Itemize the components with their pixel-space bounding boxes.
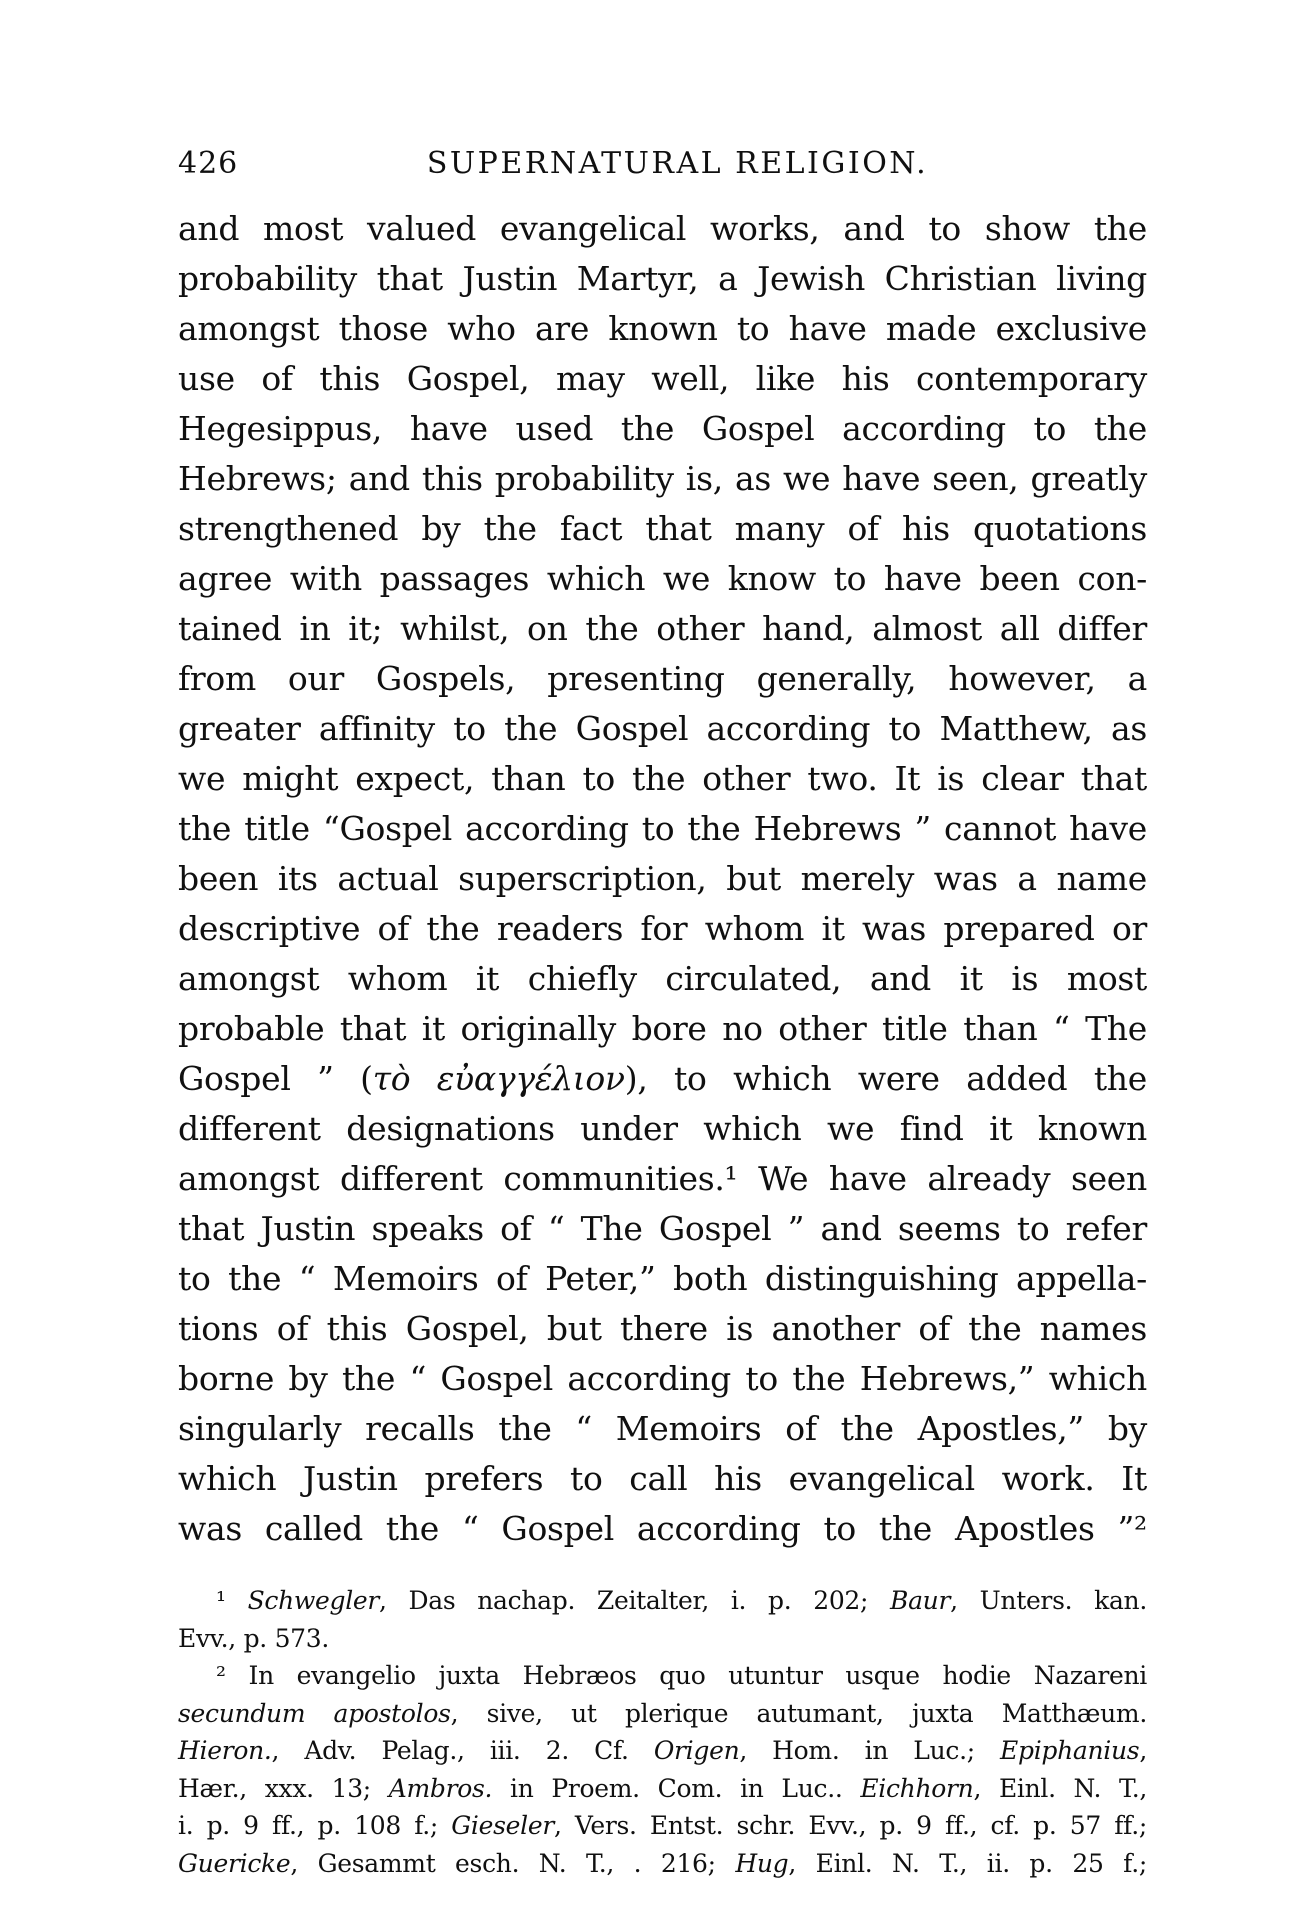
footnote-line [178, 1695, 1147, 1733]
text-segment: Hieron. [178, 1736, 272, 1765]
text-segment: Epiphanius [1000, 1736, 1140, 1765]
body-text-line [178, 554, 1147, 604]
text-segment: greater affinity to the Gospel according to Matthew, as [178, 709, 1147, 748]
text-segment: Guericke [178, 1848, 291, 1878]
footnote-line [178, 1807, 1147, 1845]
text-segment: tained in it; whilst, on the other hand, almost all differ [178, 609, 1147, 648]
text-segment: τὸ εὐαγγέλιον [372, 1059, 625, 1098]
footnote-line [178, 1732, 1147, 1770]
text-segment: i. p. 9 ff., p. 108 f.; [178, 1811, 452, 1840]
text-segment: borne by the “ Gospel according to the Hebrews,” which [178, 1359, 1147, 1398]
text-segment: , Einl. N. T., [973, 1773, 1148, 1803]
body-text-line [178, 1004, 1147, 1054]
text-segment: amongst whom it chiefly circulated, and it is most [178, 959, 1147, 998]
text-segment: to the “ Memoirs of Peter,” both distinguishing appella- [178, 1259, 1147, 1298]
text-segment: probable that it originally bore no other title than “ The [178, 1009, 1147, 1048]
text-segment: , [1139, 1736, 1147, 1765]
body-text-line [178, 1054, 1147, 1104]
body-text-line [178, 404, 1147, 454]
body-text-line [178, 804, 1147, 854]
text-segment: and most valued evangelical works, and to show the [178, 209, 1147, 248]
text-segment: was called the “ Gospel according to the Apostles ”² [178, 1509, 1147, 1548]
text-segment: singularly recalls the “ Memoirs of the Apostles,” by [178, 1409, 1147, 1448]
body-text-line [178, 704, 1147, 754]
text-segment: Eichhorn [860, 1773, 974, 1803]
body-text [178, 204, 1147, 1554]
text-segment: strengthened by the fact that many of his quotations [178, 509, 1147, 548]
footnote-line [178, 1845, 1147, 1883]
footnote-line [178, 1582, 1147, 1620]
text-segment: Evv., p. 573. [178, 1623, 330, 1653]
text-segment: tions of this Gospel, but there is another of the names [178, 1309, 1147, 1348]
text-segment: , Einl. N. T., ii. p. 25 f.; [788, 1848, 1147, 1878]
body-text-line [178, 354, 1147, 404]
text-segment: Hær., xxx. 13; [178, 1773, 389, 1803]
body-text-line [178, 254, 1147, 304]
body-text-line [178, 1304, 1147, 1354]
body-text-line [178, 754, 1147, 804]
text-segment: Gospel ” ( [178, 1059, 373, 1098]
body-text-line [178, 654, 1147, 704]
text-segment: amongst those who are known to have made exclusive [178, 309, 1147, 348]
text-segment: the title “Gospel according to the Hebrews ” cannot have [178, 809, 1147, 848]
text-segment: secundum apostolos [178, 1698, 451, 1728]
text-segment: amongst different communities.¹ We have already seen [178, 1159, 1147, 1198]
text-segment: been its actual superscription, but merely was a name [178, 859, 1147, 898]
text-segment: Origen [653, 1736, 740, 1765]
body-text-line [178, 1154, 1147, 1204]
text-segment: Hebrews; and this probability is, as we have seen, greatly [178, 459, 1147, 498]
body-text-line [178, 304, 1147, 354]
text-segment: descriptive of the readers for whom it was prepared or [178, 909, 1147, 948]
body-text-line [178, 504, 1147, 554]
text-segment: Schwegler [247, 1586, 380, 1615]
text-segment: , Hom. in Luc.; [739, 1736, 1001, 1765]
text-segment: ² In evangelio juxta Hebræos quo utuntur usque hodie Nazareni [216, 1661, 1147, 1690]
running-title: SUPERNATURAL RELIGION. [426, 146, 929, 181]
text-segment: ¹ [216, 1586, 248, 1615]
footnotes [178, 1582, 1147, 1882]
text-segment: which Justin prefers to call his evangelical work. It [178, 1459, 1147, 1498]
text-segment: from our Gospels, presenting generally, however, a [178, 659, 1147, 698]
text-segment: Baur [890, 1586, 951, 1615]
text-segment: use of this Gospel, may well, like his contemporary [178, 359, 1147, 398]
text-segment: , Adv. Pelag., iii. 2. Cf. [271, 1736, 654, 1765]
text-segment: ), to which were added the [624, 1059, 1147, 1098]
body-text-line [178, 1354, 1147, 1404]
text-segment: , sive, ut plerique autumant, juxta Matthæum. [450, 1698, 1147, 1728]
text-segment: Hug [735, 1848, 789, 1878]
text-segment: Gieseler [451, 1811, 554, 1840]
body-text-line [178, 1104, 1147, 1154]
page-number: 426 [178, 146, 239, 181]
text-segment: in Proem. Com. in Luc.. [492, 1773, 861, 1803]
body-text-line [178, 204, 1147, 254]
body-text-line [178, 1504, 1147, 1554]
footnote-line [178, 1770, 1147, 1808]
body-text-line [178, 1204, 1147, 1254]
text-segment: , Vers. Entst. schr. Evv., p. 9 ff., cf. p. 57 ff.; [554, 1811, 1147, 1840]
body-text-line [178, 1454, 1147, 1504]
body-text-line [178, 604, 1147, 654]
body-text-line [178, 854, 1147, 904]
footnote-line [178, 1657, 1147, 1695]
text-segment: Hegesippus, have used the Gospel according to the [178, 409, 1147, 448]
body-text-line [178, 1254, 1147, 1304]
text-segment: , Unters. kan. [950, 1586, 1147, 1615]
body-text-line [178, 1404, 1147, 1454]
text-segment: , Gesammt esch. N. T., . 216; [290, 1848, 736, 1878]
text-segment: that Justin speaks of “ The Gospel ” and seems to refer [178, 1209, 1147, 1248]
footnote-line [178, 1620, 1147, 1658]
text-segment: probability that Justin Martyr, a Jewish Christian living [178, 259, 1147, 298]
body-text-line [178, 904, 1147, 954]
body-text-line [178, 454, 1147, 504]
text-segment: different designations under which we find it known [178, 1109, 1147, 1148]
text-segment: we might expect, than to the other two. It is clear that [178, 759, 1147, 798]
text-segment: Ambros. [388, 1773, 493, 1803]
page-header [178, 146, 1147, 182]
text-segment: , Das nachap. Zeitalter, i. p. 202; [379, 1586, 890, 1615]
body-text-line [178, 954, 1147, 1004]
text-segment: agree with passages which we know to have been con- [178, 559, 1147, 598]
